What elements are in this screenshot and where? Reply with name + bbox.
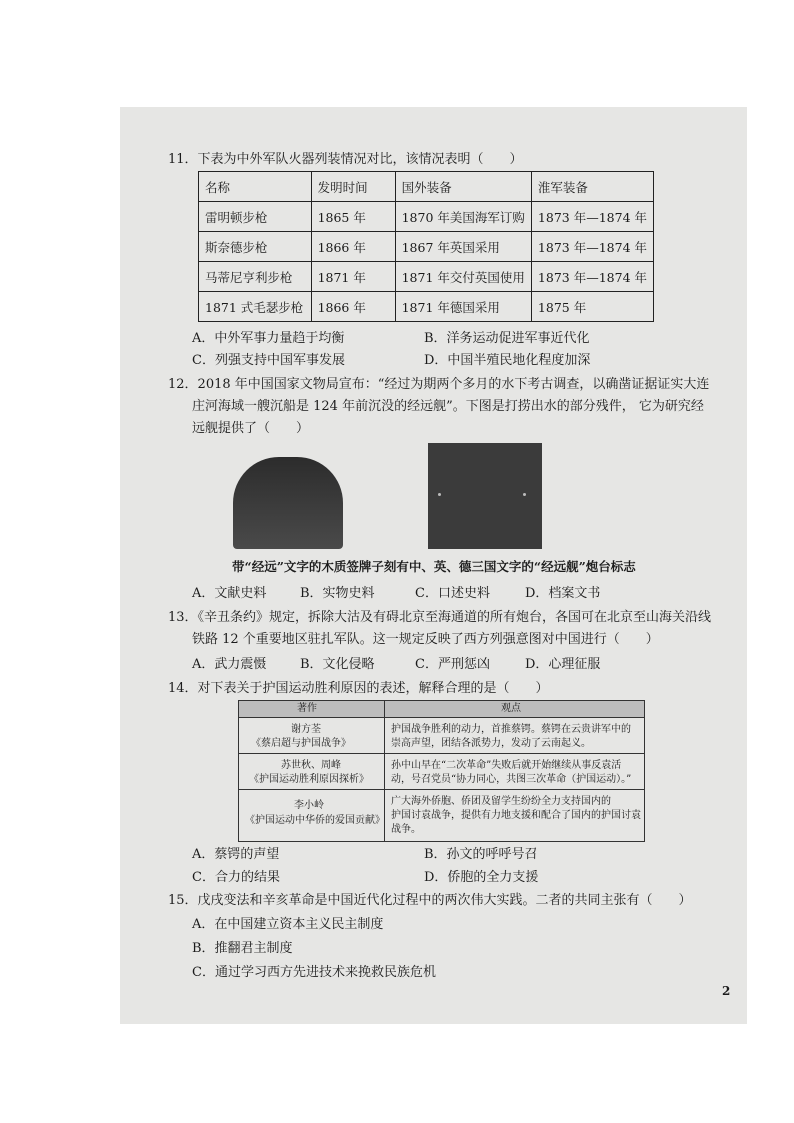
q12-option-c: C．口述史料 — [415, 586, 490, 601]
q14-row2-author: 苏世秋、周峰 — [281, 760, 341, 771]
table-cell: 雷明顿步枪 — [199, 202, 312, 232]
q13-stem-line1: 13．《辛丑条约》规定，拆除大沽及有碍北京至海通道的所有炮台，各国可在北京至山海关沿线 — [168, 610, 712, 625]
rivet-mark — [438, 493, 441, 496]
q15-option-b: B．推翻君主制度 — [192, 941, 293, 956]
q14-row3-view-line2: 护国讨袁战争，提供有力地支援和配合了国内的护国讨袁 — [391, 810, 641, 821]
q14-row2-view-line2: 动，号召党员“协力同心，共图三次革命（护国运动）。” — [391, 774, 632, 785]
table-row — [199, 232, 654, 262]
q14-row1-view-line1: 护国战争胜利的动力，首推蔡锷。蔡锷在云贵讲军中的 — [391, 724, 631, 735]
q15-stem: 15．戊戌变法和辛亥革命是中国近代化过程中的两次伟大实践。二者的共同主张有（ ） — [168, 893, 692, 908]
q14-option-d: D．侨胞的全力支援 — [424, 870, 539, 885]
q14-row-divider — [239, 753, 644, 754]
table-cell: 1873 年—1874 年 — [531, 202, 653, 232]
q14-row1-book: 《蔡启超与护国战争》 — [251, 738, 351, 749]
table-cell: 1866 年 — [311, 232, 395, 262]
q14-option-b: B．孙文的呼呼号召 — [424, 847, 538, 862]
table-cell: 1871 年交付英国使用 — [395, 262, 531, 292]
table-cell: 1865 年 — [311, 202, 395, 232]
wooden-tag-photo — [233, 457, 343, 549]
q14-row2-book: 《护国运动胜利原因探析》 — [249, 774, 369, 785]
q11-header-name: 名称 — [199, 172, 312, 202]
table-cell: 斯奈德步枪 — [199, 232, 312, 262]
q14-row3-view-line1: 广大海外侨胞、侨团及留学生纷纷全力支持国内的 — [391, 796, 611, 807]
q13-option-a: A．武力震慑 — [192, 657, 267, 672]
q14-row3-view-line3: 战争。 — [391, 824, 421, 835]
table-cell: 1871 年德国采用 — [395, 292, 531, 322]
q11-header-foreign: 国外装备 — [395, 172, 531, 202]
q12-stem-line3: 远舰提供了（ ） — [192, 421, 310, 436]
q14-row-divider — [239, 789, 644, 790]
q11-option-d: D．中国半殖民地化程度加深 — [424, 353, 591, 368]
q14-option-a: A．蔡锷的声望 — [192, 847, 280, 862]
q13-option-c: C．严刑惩凶 — [415, 657, 490, 672]
table-cell: 1875 年 — [531, 292, 653, 322]
table-cell: 1871 式毛瑟步枪 — [199, 292, 312, 322]
q11-header-huai: 淮军装备 — [531, 172, 653, 202]
q14-row1-view-line2: 崇高声望，团结各派势力，发动了云南起义。 — [391, 738, 591, 749]
q11-option-a: A．中外军事力量趋于均衡 — [192, 331, 345, 346]
table-cell: 1873 年—1874 年 — [531, 232, 653, 262]
table-row — [199, 202, 654, 232]
q12-stem-line1: 12．2018 年中国国家文物局宣布：“经过为期两个多月的水下考古调查，以确凿证据证实大连 — [168, 377, 710, 392]
q12-stem-line2: 庄河海域一艘沉船是 124 年前沉没的经远舰”。下图是打捞出水的部分残件， 它为研究经 — [192, 399, 704, 414]
q11-table — [198, 171, 654, 322]
q12-option-a: A．文献史料 — [192, 586, 267, 601]
rivet-mark — [523, 493, 526, 496]
q14-row2-view-line1: 孙中山早在“二次革命”失败后就开始继续从事反袁活 — [391, 760, 622, 771]
table-row — [199, 172, 654, 202]
q11-header-invented: 发明时间 — [311, 172, 395, 202]
q11-option-c: C．列强支持中国军事发展 — [192, 353, 345, 368]
table-cell: 1866 年 — [311, 292, 395, 322]
q14-stem: 14．对下表关于护国运动胜利原因的表述，解释合理的是（ ） — [168, 681, 549, 696]
q14-option-c: C．合力的结果 — [192, 870, 280, 885]
q14-row3-author: 李小岭 — [294, 800, 324, 811]
q11-stem: 11．下表为中外军队火器列装情况对比，该情况表明（ ） — [168, 152, 523, 167]
table-row — [199, 292, 654, 322]
q14-row1-author: 谢方荃 — [291, 724, 321, 735]
q11-option-b: B．洋务运动促进军事近代化 — [424, 331, 590, 346]
table-cell: 1867 年英国采用 — [395, 232, 531, 262]
q12-option-d: D．档案文书 — [525, 586, 601, 601]
q14-table-header — [239, 701, 644, 718]
table-cell: 1871 年 — [311, 262, 395, 292]
turret-plate-photo — [428, 443, 542, 549]
q14-row3-book: 《护国运动中华侨的爱国贡献》 — [245, 815, 385, 826]
table-row — [199, 262, 654, 292]
q14-header-works: 著作 — [297, 703, 317, 714]
q12-photo-caption: 带“经远”文字的木质签牌子刻有中、英、德三国文字的“经远舰”炮台标志 — [232, 559, 636, 574]
q15-option-c: C．通过学习西方先进技术来挽救民族危机 — [192, 965, 436, 980]
q14-header-views: 观点 — [501, 703, 521, 714]
table-cell: 马蒂尼亨利步枪 — [199, 262, 312, 292]
table-cell: 1870 年美国海军订购 — [395, 202, 531, 232]
q13-option-b: B．文化侵略 — [300, 657, 375, 672]
q14-table — [238, 700, 645, 842]
q13-stem-line2: 铁路 12 个重要地区驻扎军队。这一规定反映了西方列强意图对中国进行（ ） — [192, 632, 659, 647]
q15-option-a: A．在中国建立资本主义民主制度 — [192, 917, 384, 932]
q12-option-b: B．实物史料 — [300, 586, 375, 601]
q13-option-d: D．心理征服 — [525, 657, 601, 672]
page-number: 2 — [722, 984, 731, 998]
table-cell: 1873 年—1874 年 — [531, 262, 653, 292]
